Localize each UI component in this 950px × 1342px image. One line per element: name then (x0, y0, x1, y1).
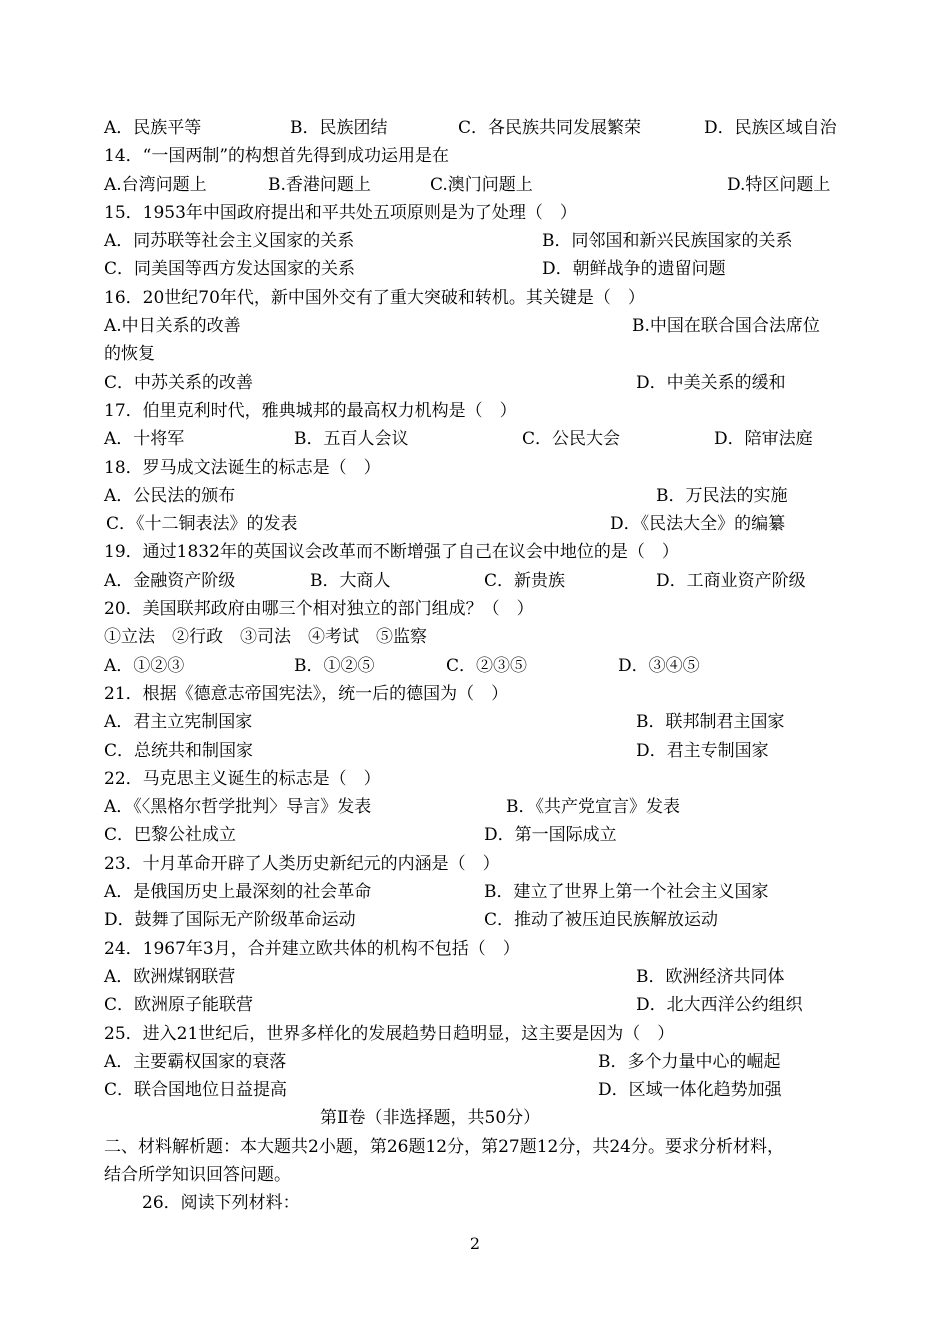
q19-option-b: B．大商人 (310, 570, 391, 591)
q13-options (104, 114, 849, 142)
q16-options-row1-wrap (104, 340, 849, 368)
q17-option-d: D．陪审法庭 (714, 429, 813, 450)
q20-items: ①立法 ②行政 ③司法 ④考试 ⑤监察 (104, 627, 427, 648)
q20-option-c: C．②③⑤ (446, 655, 528, 676)
q21-option-c: C．总统共和制国家 (104, 740, 254, 761)
q21-options-row1 (104, 708, 849, 736)
q22-stem: 22．马克思主义诞生的标志是（ ） (104, 768, 381, 789)
q24-option-c: C．欧洲原子能联营 (104, 995, 254, 1016)
section-2-instruction-line2: 结合所学知识回答问题。 (104, 1164, 291, 1185)
q16-option-b: B.中国在联合国合法席位 (632, 316, 820, 337)
q14-options (104, 171, 849, 199)
q24-option-d: D．北大西洋公约组织 (636, 995, 803, 1016)
q25-options-row1 (104, 1048, 849, 1076)
q16-option-b-continued: 的恢复 (104, 344, 155, 365)
q22-option-a: A．《〈黑格尔哲学批判〉导言》发表 (104, 797, 372, 818)
q15-option-d: D．朝鲜战争的遗留问题 (542, 259, 726, 280)
q22-option-d: D．第一国际成立 (484, 825, 617, 846)
q24-options-row2 (104, 991, 849, 1019)
q19-stem: 19．通过1832年的英国议会改革而不断增强了自己在议会中地位的是（ ） (104, 542, 679, 563)
q25-option-a: A．主要霸权国家的衰落 (104, 1051, 287, 1072)
section-2-instruction-line1: 二、材料解析题：本大题共2小题，第26题12分，第27题12分，共24分。要求分析材料， (104, 1136, 784, 1157)
page-number: 2 (469, 1234, 481, 1253)
q22-options-row1 (104, 793, 849, 821)
q23-option-a: A．是俄国历史上最深刻的社会革命 (104, 882, 372, 903)
q24-option-a: A．欧洲煤钢联营 (104, 966, 236, 987)
exam-page (104, 114, 849, 1218)
q17-options (104, 425, 849, 453)
q18-option-d: D．《民法大全》的编纂 (610, 514, 786, 535)
q14-option-a: A.台湾问题上 (104, 174, 207, 195)
q20-option-d: D．③④⑤ (618, 655, 700, 676)
q19-option-a: A．金融资产阶级 (104, 570, 236, 591)
q24-options-row1 (104, 963, 849, 991)
q15-option-c: C．同美国等西方发达国家的关系 (104, 259, 356, 280)
q22-option-c: C．巴黎公社成立 (104, 825, 237, 846)
q18-option-b: B．万民法的实施 (656, 485, 788, 506)
q21-option-b: B．联邦制君主国家 (636, 712, 785, 733)
q22-options-row2 (104, 821, 849, 849)
q18-option-a: A．公民法的颁布 (104, 485, 236, 506)
q21-option-d: D．君主专制国家 (636, 740, 769, 761)
q23-options-row1 (104, 878, 849, 906)
q25-options-row2 (104, 1076, 849, 1104)
q18-options-row1 (104, 482, 849, 510)
q22-option-b: B．《共产党宣言》发表 (506, 797, 680, 818)
q19-options (104, 567, 849, 595)
q16-option-a: A.中日关系的改善 (104, 316, 241, 337)
q15-options-row1 (104, 227, 849, 255)
q15-option-a: A．同苏联等社会主义国家的关系 (104, 231, 355, 252)
q13-option-c: C．各民族共同发展繁荣 (458, 118, 642, 138)
q20-option-b: B．①②⑤ (294, 655, 375, 676)
q25-option-d: D．区域一体化趋势加强 (598, 1080, 782, 1101)
q20-stem: 20．美国联邦政府由哪三个相对独立的部门组成？（ ） (104, 599, 534, 620)
q13-option-a: A．民族平等 (104, 118, 202, 138)
q17-option-b: B．五百人会议 (294, 429, 409, 450)
q18-options-row2 (104, 510, 849, 538)
q23-stem: 23．十月革命开辟了人类历史新纪元的内涵是（ ） (104, 853, 500, 874)
q14-option-b: B.香港问题上 (268, 174, 371, 195)
q16-option-d: D．中美关系的缓和 (636, 372, 786, 393)
q25-option-b: B．多个力量中心的崛起 (598, 1051, 781, 1072)
q15-options-row2 (104, 255, 849, 283)
q18-option-c: C．《十二铜表法》的发表 (106, 514, 298, 535)
q25-option-c: C．联合国地位日益提高 (104, 1080, 288, 1101)
q24-option-b: B．欧洲经济共同体 (636, 966, 785, 987)
q19-option-d: D．工商业资产阶级 (656, 570, 806, 591)
q23-option-d: D．鼓舞了国际无产阶级革命运动 (104, 910, 356, 931)
q13-option-b: B．民族团结 (290, 118, 388, 138)
q26-stem: 26．阅读下列材料： (142, 1193, 300, 1214)
q14-option-c: C.澳门问题上 (430, 174, 533, 195)
q17-stem: 17．伯里克利时代，雅典城邦的最高权力机构是（ ） (104, 400, 517, 421)
q14-option-d: D.特区问题上 (727, 174, 831, 195)
q25-stem: 25．进入21世纪后，世界多样化的发展趋势日趋明显，这主要是因为（ ） (104, 1023, 675, 1044)
q18-stem: 18．罗马成文法诞生的标志是（ ） (104, 457, 381, 478)
q23-options-row2 (104, 906, 849, 934)
q16-option-c: C．中苏关系的改善 (104, 372, 254, 393)
q13-option-d: D．民族区域自治 (704, 118, 837, 138)
q16-stem: 16．20世纪70年代，新中国外交有了重大突破和转机。其关键是（ ） (104, 287, 645, 308)
q16-options-row2 (104, 369, 849, 397)
section-2-title: 第Ⅱ卷（非选择题，共50分） (320, 1108, 541, 1129)
q20-option-a: A．①②③ (104, 655, 185, 676)
q23-option-b: B．建立了世界上第一个社会主义国家 (484, 882, 769, 903)
q17-option-a: A．十将军 (104, 429, 185, 450)
q23-option-c: C．推动了被压迫民族解放运动 (484, 910, 719, 931)
q15-stem: 15．1953年中国政府提出和平共处五项原则是为了处理（ ） (104, 202, 577, 223)
q17-option-c: C．公民大会 (522, 429, 621, 450)
q21-stem: 21．根据《德意志帝国宪法》，统一后的德国为（ ） (104, 683, 509, 704)
q16-options-row1 (104, 312, 849, 340)
q21-option-a: A．君主立宪制国家 (104, 712, 253, 733)
q24-stem: 24．1967年3月，合并建立欧共体的机构不包括（ ） (104, 938, 520, 959)
q21-options-row2 (104, 737, 849, 765)
q14-stem: 14．“一国两制”的构想首先得到成功运用是在 (104, 146, 450, 167)
q20-options (104, 652, 849, 680)
q19-option-c: C．新贵族 (484, 570, 566, 591)
q15-option-b: B．同邻国和新兴民族国家的关系 (542, 231, 793, 252)
